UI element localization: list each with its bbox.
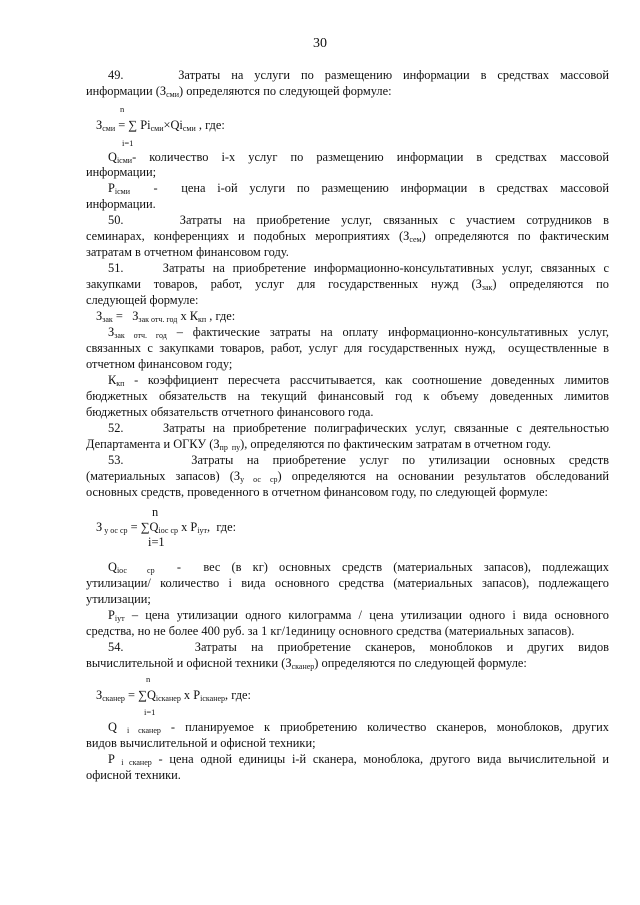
p49-line-1: 49. Затраты на услуги по размещению информации в средствах массовой — [108, 68, 609, 82]
p49-formula-lower-limit: i=1 — [122, 138, 134, 148]
p50-line-2: семинарах, конференциях и подобных мероприятиях (Зсем) определяются по фактическим — [86, 229, 610, 244]
p53-q-line-1: Qiос ср - вес (в кг) основных средств (материальных запасов), подлежащих — [108, 560, 609, 575]
p51-line-1: 51. Затраты на приобретение информационно-консультативных услуг, связанных с — [108, 261, 609, 275]
p53-formula-lower-limit: i=1 — [148, 535, 165, 549]
p54-p-line-1: P i сканер - цена одной единицы i-й сканера, моноблока, другого вида вычислительной и — [108, 752, 610, 767]
p54-formula-lower-limit: i=1 — [144, 707, 156, 717]
p51-k-line-1: Ккп - коэффициент пересчета рассчитывается, как соотношение доведенных лимитов — [108, 373, 609, 388]
p53-p-line-2: средства, но не более 400 руб. за 1 кг/1единицу основного средства (материальных запасов). — [86, 624, 575, 638]
p53-formula: З у ос ср = ∑Qiос ср х Piут, где: — [96, 520, 237, 535]
p53-q-line-3: утилизации; — [86, 592, 151, 606]
p53-q-line-2: утилизации/ количество i вида основного средства (материальных запасов), подлежащего — [86, 576, 609, 590]
p51-formula: Ззак = Ззак отч. год х Ккп , где: — [96, 309, 236, 324]
p54-line-1: 54. Затраты на приобретение сканеров, моноблоков и других видов — [108, 640, 609, 654]
p51-def-line-3: отчетном финансовом году; — [86, 357, 233, 371]
p53-line-2: (материальных запасов) (Зу ос ср) определяются на основании результатов обследований — [86, 469, 609, 484]
p51-def-line-1: Ззак отч. год – фактические затраты на оплату информационно-консультативных услуг, — [108, 325, 609, 340]
p54-formula: Зсканер = ∑Qiсканер х Piсканер, где: — [96, 688, 251, 703]
p53-formula-upper-limit: n — [152, 505, 159, 519]
p53-line-1: 53. Затраты на приобретение услуг по утилизации основных средств — [108, 453, 609, 467]
p49-q-line-1: Qiсми- количество i-х услуг по размещению информации в средствах массовой — [108, 150, 609, 165]
p54-p-line-2: офисной техники. — [86, 768, 181, 782]
p54-formula-upper-limit: n — [146, 674, 151, 684]
p54-q-line-2: видов вычислительной и офисной техники; — [86, 736, 316, 750]
p49-p-line-1: Piсми - цена i-ой услуги по размещению информации в средствах массовой — [108, 181, 609, 196]
p51-line-3: следующей формуле: — [86, 293, 199, 307]
p54-q-line-1: Q i сканер - планируемое к приобретению количество сканеров, моноблоков, других — [108, 720, 609, 735]
p53-p-line-1: Piут – цена утилизации одного килограмма / цена утилизации одного i вида основного — [108, 608, 609, 623]
p51-k-line-2: бюджетных обязательств на текущий финансовый год к объему доведенных лимитов — [86, 389, 609, 403]
p52-line-1: 52. Затраты на приобретение полиграфических услуг, связанные с деятельностью — [108, 421, 609, 435]
p51-k-line-3: бюджетных обязательств отчетного финансового года. — [86, 405, 374, 419]
p49-q-line-2: информации; — [86, 165, 157, 179]
p51-def-line-2: связанных с закупками товаров, работ, услуг для государственных нужд, осуществленные в — [86, 341, 609, 355]
page-number: 30 — [313, 36, 327, 51]
p49-line-2: информации (Зсми) определяются по следующей формуле: — [86, 84, 392, 99]
p49-p-line-2: информации. — [86, 197, 156, 211]
p49-formula-upper-limit: n — [120, 104, 125, 114]
p52-line-2: Департамента и ОГКУ (Зпр пу), определяются по фактическим затратам в отчетном году. — [86, 437, 551, 452]
p51-line-2: закупками товаров, работ, услуг для государственных нужд (Ззак) определяются по — [86, 277, 609, 292]
p54-line-2: вычислительной и офисной техники (Зсканер) определяются по следующей формуле: — [86, 656, 527, 671]
p53-line-3: основных средств, проведенного в отчетном финансовом году, по следующей формуле: — [86, 485, 548, 499]
p50-line-1: 50. Затраты на приобретение услуг, связанных с участием сотрудников в — [108, 213, 609, 227]
p49-formula: Зсми = ∑ Piсми×Qiсми , где: — [96, 118, 225, 133]
p50-line-3: затратам в отчетном финансовом году. — [86, 245, 289, 259]
